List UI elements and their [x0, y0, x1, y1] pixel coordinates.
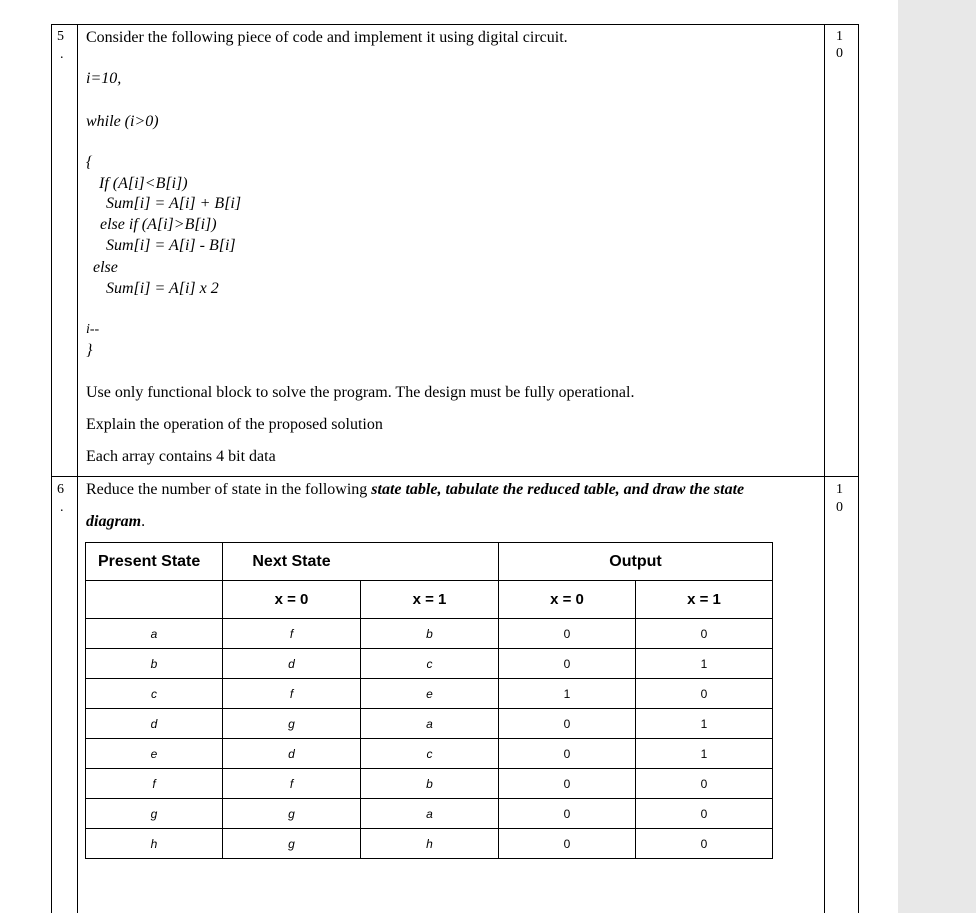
frame-left-line: [51, 24, 52, 913]
q5-code-line-4: If (A[i]<B[i]): [99, 175, 188, 192]
table-row: [86, 739, 773, 769]
q5-note-array-bits: Each array contains 4 bit data: [86, 448, 276, 465]
header-next-state: [223, 543, 499, 581]
q6-prompt-plain: Reduce the number of state in the following: [86, 481, 372, 498]
q5-number: 5: [57, 29, 64, 44]
q5-code-line-7: Sum[i] = A[i] - B[i]: [106, 237, 236, 254]
table-row: [86, 649, 773, 679]
next-state-x1-cell: c: [361, 739, 499, 769]
q6-prompt-line-2: [86, 513, 145, 531]
output-x0-cell: 0: [499, 649, 636, 679]
present-state-cell: f: [86, 769, 223, 799]
state-table: [85, 542, 773, 859]
table-row: [86, 769, 773, 799]
header-next-x1: x = 1: [361, 581, 499, 619]
q5-number-dot: .: [60, 47, 64, 62]
frame-question-divider: [51, 476, 859, 477]
q6-prompt-diagram: diagram: [86, 513, 142, 530]
next-state-x0-cell: g: [223, 799, 361, 829]
header-next-state-label: Next State: [252, 552, 331, 570]
q5-code-line-11: }: [86, 342, 93, 359]
present-state-cell: d: [86, 709, 223, 739]
q6-prompt-bold: state table, tabulate the reduced table, and draw the state: [371, 481, 745, 498]
q5-marks-top: 1: [836, 29, 843, 44]
output-x0-cell: 0: [499, 709, 636, 739]
q6-marks-top: 1: [836, 482, 843, 497]
next-state-x1-cell: b: [361, 769, 499, 799]
frame-number-divider: [77, 24, 78, 913]
table-row: [86, 799, 773, 829]
output-x1-cell: 1: [636, 709, 773, 739]
next-state-x1-cell: a: [361, 709, 499, 739]
next-state-x0-cell: g: [223, 709, 361, 739]
q5-note-functional-block: Use only functional block to solve the program. The design must be fully operational.: [86, 384, 635, 401]
next-state-x0-cell: f: [223, 619, 361, 649]
next-state-x0-cell: d: [223, 649, 361, 679]
present-state-cell: e: [86, 739, 223, 769]
next-state-x1-cell: b: [361, 619, 499, 649]
next-state-x0-cell: f: [223, 679, 361, 709]
q5-code-line-2: while (i>0): [86, 113, 159, 130]
output-x1-cell: 0: [636, 799, 773, 829]
q6-prompt-period: .: [141, 513, 146, 530]
table-row: [86, 619, 773, 649]
header-output-x1: x = 1: [636, 581, 773, 619]
output-x1-cell: 1: [636, 739, 773, 769]
present-state-cell: h: [86, 829, 223, 859]
q6-marks-bottom: 0: [836, 500, 843, 515]
output-x1-cell: 1: [636, 649, 773, 679]
present-state-cell: c: [86, 679, 223, 709]
output-x1-cell: 0: [636, 619, 773, 649]
output-x1-cell: 0: [636, 769, 773, 799]
q5-code-line-6: else if (A[i]>B[i]): [100, 216, 217, 233]
q5-code-line-8: else: [93, 259, 118, 276]
next-state-x1-cell: c: [361, 649, 499, 679]
q5-code-line-3: {: [86, 154, 93, 171]
next-state-x0-cell: d: [223, 739, 361, 769]
header-present-state: Present State: [86, 543, 223, 581]
header-output-x0: x = 0: [499, 581, 636, 619]
output-x0-cell: 0: [499, 799, 636, 829]
q6-prompt-line-1: [86, 481, 744, 499]
q5-code-line-9: Sum[i] = A[i] x 2: [106, 280, 219, 297]
frame-marks-divider: [824, 24, 825, 913]
present-state-cell: g: [86, 799, 223, 829]
q6-number-dot: .: [60, 500, 64, 515]
present-state-cell: a: [86, 619, 223, 649]
table-row: [86, 679, 773, 709]
output-x1-cell: 0: [636, 829, 773, 859]
frame-right-line: [858, 24, 859, 913]
header-output: Output: [499, 543, 773, 581]
frame-top-line: [51, 24, 859, 25]
next-state-x0-cell: f: [223, 769, 361, 799]
header-present-state-blank: [86, 581, 223, 619]
q5-note-explain: Explain the operation of the proposed solution: [86, 416, 383, 433]
table-row: [86, 829, 773, 859]
output-x0-cell: 0: [499, 619, 636, 649]
state-table-body: [86, 619, 773, 859]
next-state-x0-cell: g: [223, 829, 361, 859]
q6-number: 6: [57, 482, 64, 497]
output-x0-cell: 0: [499, 739, 636, 769]
header-next-x0: x = 0: [223, 581, 361, 619]
table-row: [86, 709, 773, 739]
next-state-x1-cell: h: [361, 829, 499, 859]
q5-marks-bottom: 0: [836, 46, 843, 61]
q5-code-line-5: Sum[i] = A[i] + B[i]: [106, 195, 242, 212]
output-x1-cell: 0: [636, 679, 773, 709]
q5-code-line-1: i=10,: [86, 70, 122, 87]
next-state-x1-cell: a: [361, 799, 499, 829]
q5-code-line-10: i--: [86, 322, 100, 337]
next-state-x1-cell: e: [361, 679, 499, 709]
output-x0-cell: 0: [499, 769, 636, 799]
output-x0-cell: 0: [499, 829, 636, 859]
q5-prompt: Consider the following piece of code and implement it using digital circuit.: [86, 29, 568, 46]
present-state-cell: b: [86, 649, 223, 679]
output-x0-cell: 1: [499, 679, 636, 709]
